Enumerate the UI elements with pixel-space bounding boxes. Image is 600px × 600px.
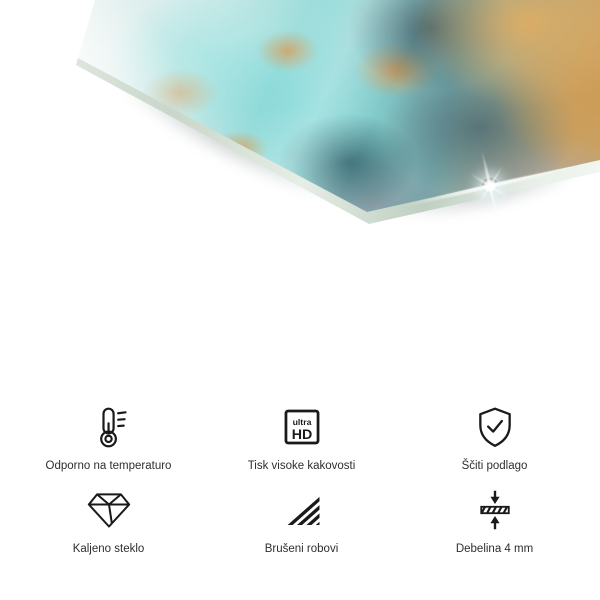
feature-label: Tisk visoke kakovosti [247,460,356,472]
product-photo [0,0,600,232]
feature-label: Kaljeno steklo [72,543,145,555]
thermometer-icon [87,402,131,452]
diamond-icon [85,485,133,535]
feature-item-protects [398,402,591,472]
feature-label: Ščiti podlago [461,460,528,472]
feature-grid [12,402,591,555]
feature-label: Debelina 4 mm [455,543,534,555]
feature-item-thickness [398,485,591,555]
feature-item-tempered-glass [12,485,205,555]
thickness-icon [473,485,517,535]
feature-label: Odporno na temperaturo [45,460,172,472]
polished-edges-icon [280,485,324,535]
ultra-hd-icon [280,402,324,452]
sparkle-core [482,178,498,194]
feature-item-temperature [12,402,205,472]
feature-item-polished-edges [205,485,398,555]
feature-item-print-quality [205,402,398,472]
ultra-hd-icon-text-bottom: HD [291,426,312,443]
shield-check-icon [473,402,517,452]
ultra-hd-icon-text-top: ultra [292,417,311,428]
feature-label: Brušeni robovi [264,543,339,555]
